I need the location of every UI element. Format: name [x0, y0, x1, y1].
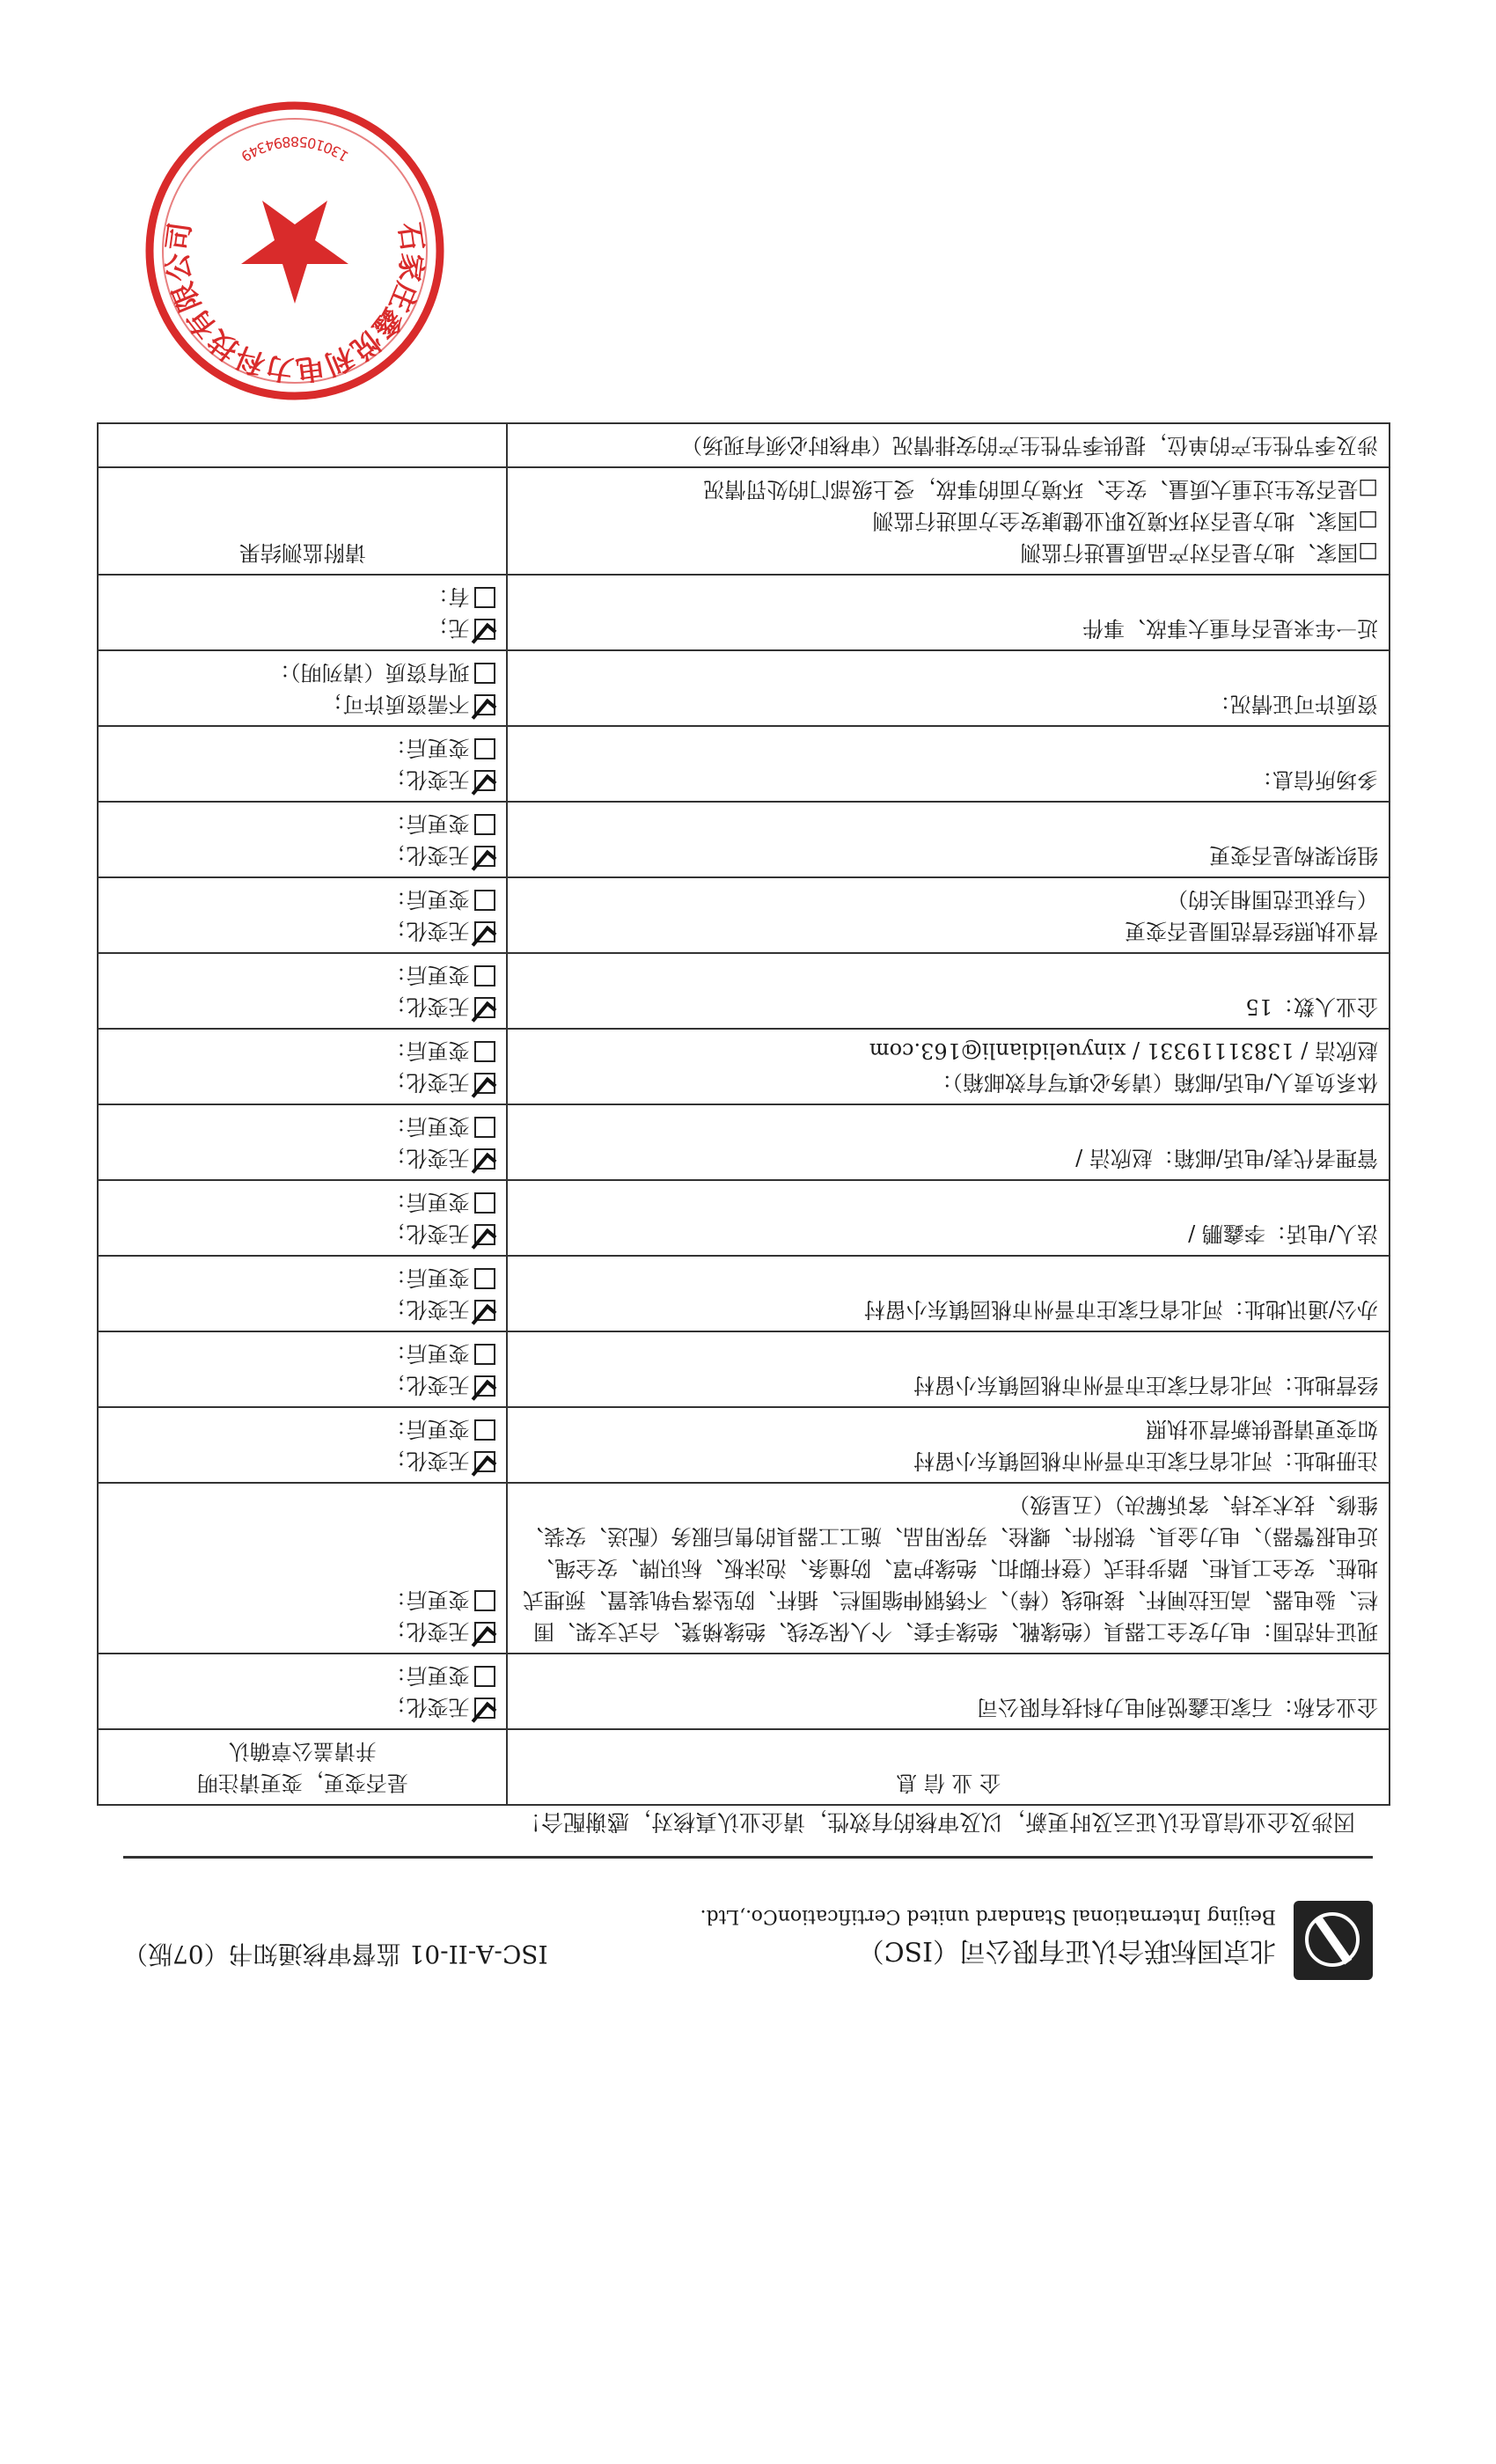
row-value: 15 — [1245, 994, 1272, 1019]
checkbox[interactable] — [474, 663, 495, 684]
table-header-left: 企 业 信 息 — [507, 1729, 1390, 1805]
row-value: 石家庄鑫悦利电力科技有限公司 — [977, 1695, 1272, 1720]
option-no-change[interactable]: 无变化； — [109, 840, 495, 871]
star-icon — [241, 201, 348, 304]
table-row — [98, 650, 1390, 726]
table-row — [98, 1180, 1390, 1256]
seal-number: 1301058894349 — [238, 133, 352, 165]
option-changed[interactable]: 变更后： — [109, 1186, 495, 1218]
row-extra: □是否发生过重大质量、安全、环境方面的事故，受上级部门的处罚情况 — [703, 477, 1378, 502]
table-row — [98, 1483, 1390, 1654]
option-no-change[interactable]: 无变化； — [109, 1369, 495, 1401]
table-row — [98, 802, 1390, 877]
table-row — [98, 877, 1390, 953]
option-changed[interactable]: 变更后： — [109, 1660, 495, 1691]
checkbox-checked[interactable] — [474, 770, 495, 791]
row-label: 营业执照经营范围是否变更 — [1125, 919, 1378, 943]
row-label: 资质许可证情况： — [1209, 692, 1378, 716]
notice-text: 因涉及企业信息在认证云及时更新，以及审核的有效性，请企业认真核对，感谢配合！ — [518, 1809, 1355, 1835]
table-row — [98, 1331, 1390, 1407]
option-no-change[interactable]: 无变化； — [109, 1616, 495, 1647]
checkbox-checked[interactable] — [474, 921, 495, 942]
header-divider — [123, 1856, 1373, 1859]
option-changed[interactable]: 变更后： — [109, 1035, 495, 1067]
checkbox-checked[interactable] — [474, 1698, 495, 1719]
table-row — [98, 1407, 1390, 1483]
checkbox[interactable] — [474, 738, 495, 759]
enterprise-info-table — [97, 422, 1390, 1806]
checkbox[interactable] — [474, 814, 495, 835]
row-value: 河北省石家庄市晋州市桃园镇东小留村 — [913, 1373, 1272, 1397]
table-row — [98, 1029, 1390, 1104]
row-value: 河北省石家庄市晋州市桃园镇东小留村 — [863, 1297, 1223, 1322]
checkbox-checked[interactable] — [474, 1148, 495, 1170]
option-no-change[interactable]: 无变化； — [109, 1067, 495, 1098]
option-changed[interactable]: 变更后： — [109, 1111, 495, 1142]
checkbox-checked[interactable] — [474, 1300, 495, 1321]
checkbox[interactable] — [474, 1117, 495, 1138]
row-note: （与获证范围相关的） — [1167, 887, 1378, 912]
table-header-right: 是否变更，变更请注明 并请盖公章确认 — [98, 1729, 507, 1805]
option-no-change[interactable]: 无变化； — [109, 1691, 495, 1723]
isc-logo-icon — [1294, 1901, 1373, 1980]
table-row — [98, 1256, 1390, 1331]
checkbox[interactable] — [474, 1419, 495, 1441]
row-note: 如变更请提供新营业执照 — [1146, 1417, 1378, 1441]
table-row — [98, 953, 1390, 1029]
row-value: 电力安全工器具（绝缘靴、绝缘手套、个人保安线、绝缘梯凳、合式支架、围栏、验电器、高压拉闸杆、接地线（棒）、不锈钢伸缩围栏、插杆、防坠落导轨装置、预埋式地桩、安全工具柜、踏步挂式（登杆脚扣、绝缘护罩、防撞条、泡沫板、标识牌、安全绳、近电报警器）、电力金具、铁附件、螺栓、劳保用品、施工工器具的售后服务（配送、安装、维修、技术支持、客诉解决）（五星级） — [523, 1492, 1378, 1644]
monitoring-note: 请附监测结果 — [98, 467, 507, 575]
checkbox[interactable] — [474, 890, 495, 911]
row-label: 经营地址： — [1272, 1373, 1378, 1397]
table-row — [98, 1104, 1390, 1180]
checkbox-checked[interactable] — [474, 694, 495, 715]
row-label: 管理者代表/电话/邮箱： — [1152, 1146, 1378, 1170]
option-no-change[interactable]: 无变化； — [109, 991, 495, 1023]
row-label: 多场所信息： — [1251, 767, 1378, 792]
document-header — [123, 1866, 1373, 1989]
option-changed[interactable]: 变更后： — [109, 732, 495, 764]
row-label: 涉及季节性生产的单位，提供季节性生产的安排情况（审核时必须有现场） — [681, 433, 1378, 458]
option-none[interactable]: 无； — [109, 612, 495, 644]
row-label: 企业人数： — [1272, 994, 1378, 1019]
row-label: 组织架构是否变更 — [1209, 843, 1378, 868]
option-no-change[interactable]: 无变化； — [109, 764, 495, 796]
option-changed[interactable]: 变更后： — [109, 1262, 495, 1294]
option-changed[interactable]: 变更后： — [109, 884, 495, 915]
checkbox-checked[interactable] — [474, 619, 495, 640]
option-changed[interactable]: 变更后： — [109, 1584, 495, 1616]
option-no-license-needed[interactable]: 不需资质许可； — [109, 688, 495, 720]
table-row — [98, 726, 1390, 802]
checkbox[interactable] — [474, 1041, 495, 1062]
checkbox[interactable] — [474, 1666, 495, 1687]
option-no-change[interactable]: 无变化； — [109, 915, 495, 947]
row-value: 赵欣洁 / — [1075, 1146, 1153, 1170]
checkbox[interactable] — [474, 1590, 495, 1611]
option-yes[interactable]: 有： — [109, 581, 495, 612]
issuer-name-en: Beijing International Standard united CertificationCo.,Ltd. — [700, 1905, 1276, 1927]
checkbox[interactable] — [474, 587, 495, 608]
option-existing-qualification[interactable]: 现有资质（请列明）： — [109, 656, 495, 688]
checkbox-checked[interactable] — [474, 1622, 495, 1643]
checkbox-checked[interactable] — [474, 1451, 495, 1472]
row-label: 近一年来是否有重大事故、事件 — [1082, 616, 1378, 641]
issuer-name-cn: 北京国标联合认证有限公司（ISC） — [857, 1935, 1276, 1966]
seal-text: 石家庄鑫悦利电力科技有限公司 — [160, 220, 429, 387]
row-extra: □国家、地方是否对环境及职业健康安全方面进行监测 — [872, 509, 1378, 533]
option-no-change[interactable]: 无变化； — [109, 1445, 495, 1477]
row-label: □国家、地方是否对产品质量进行监测 — [1020, 540, 1378, 565]
row-value: 赵欣洁 / 13831119331 / xinyuelidianli@163.com — [869, 1038, 1378, 1063]
checkbox-checked[interactable] — [474, 997, 495, 1018]
checkbox[interactable] — [474, 965, 495, 986]
checkbox-checked[interactable] — [474, 846, 495, 867]
document-code: ISC-A-II-01 监督审核通知书（07版） — [123, 1940, 548, 1969]
row-label: 办公/通讯地址： — [1222, 1297, 1378, 1322]
option-no-change[interactable]: 无变化； — [109, 1218, 495, 1250]
table-row — [98, 423, 1390, 467]
row-label: 现证书范围： — [1251, 1619, 1378, 1644]
svg-text:1301058894349 — [238, 133, 351, 165]
checkbox[interactable] — [474, 1344, 495, 1365]
row-value: 李鑫鹏 / — [1188, 1221, 1265, 1246]
option-no-change[interactable]: 无变化； — [109, 1142, 495, 1174]
checkbox[interactable] — [474, 1192, 495, 1214]
table-row — [98, 575, 1390, 650]
checkbox[interactable] — [474, 1268, 495, 1289]
row-label: 企业名称： — [1272, 1695, 1378, 1720]
option-changed[interactable]: 变更后： — [109, 1338, 495, 1369]
row-label: 体系负责人/电话/邮箱（请务必填写有效邮箱）： — [930, 1070, 1378, 1095]
option-changed[interactable]: 变更后： — [109, 959, 495, 991]
checkbox-checked[interactable] — [474, 1375, 495, 1397]
row-label: 注册地址： — [1272, 1448, 1378, 1473]
option-changed[interactable]: 变更后： — [109, 1413, 495, 1445]
checkbox-checked[interactable] — [474, 1073, 495, 1094]
table-row — [98, 467, 1390, 575]
checkbox-checked[interactable] — [474, 1224, 495, 1245]
company-seal — [141, 97, 449, 405]
option-changed[interactable]: 变更后： — [109, 808, 495, 840]
row-value: 河北省石家庄市晋州市桃园镇东小留村 — [913, 1448, 1272, 1473]
option-no-change[interactable]: 无变化； — [109, 1294, 495, 1325]
table-row — [98, 1654, 1390, 1729]
row-label: 法人/电话： — [1265, 1221, 1378, 1246]
